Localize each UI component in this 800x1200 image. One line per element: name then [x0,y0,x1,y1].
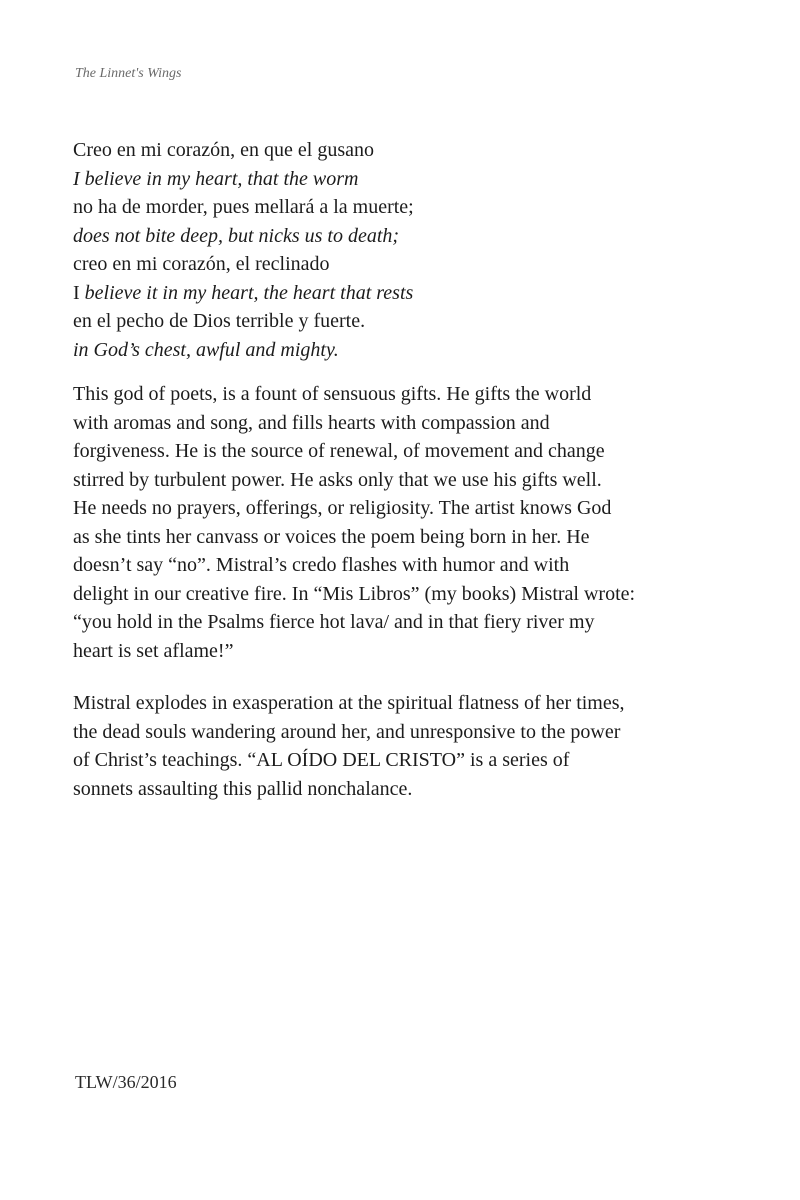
poem-line-english-text: believe it in my heart, the heart that rests [84,281,414,304]
paragraph-line: the dead souls wandering around her, and unresponsive to the power [73,720,621,743]
body-paragraph-1 [73,380,753,665]
poem-block [73,136,753,364]
paragraph-line: He needs no prayers, offerings, or religiosity. The artist knows God [73,497,612,519]
running-head-title: The Linnet's Wings [75,66,182,81]
paragraph-line: heart is set aflame!” [73,639,234,662]
poem-line-spanish: creo en mi corazón, el reclinado [73,253,330,275]
paragraph-line: forgiveness. He is the source of renewal, of movement and change [73,440,605,462]
page-footer-code: TLW/36/2016 [75,1072,177,1092]
paragraph-line: as she tints her canvass or voices the poem being born in her. He [73,525,590,548]
poem-line-spanish: Creo en mi corazón, en que el gusano [73,139,375,161]
body-paragraph-2 [73,689,753,803]
poem-line-spanish: en el pecho de Dios terrible y fuerte. [73,310,366,332]
poem-line-english: in God’s chest, awful and mighty. [73,338,339,361]
paragraph-line: of Christ’s teachings. “AL OÍDO DEL CRISTO” is a series of [73,749,570,771]
paragraph-line: doesn’t say “no”. Mistral’s credo flashes with humor and with [73,554,570,576]
paragraph-line: This god of poets, is a fount of sensuous gifts. He gifts the world [73,383,592,405]
paragraph-line: sonnets assaulting this pallid nonchalance. [73,777,413,800]
paragraph-line: “you hold in the Psalms fierce hot lava/ and in that fiery river my [73,611,595,633]
paragraph-line: Mistral explodes in exasperation at the spiritual flatness of her times, [73,692,625,714]
paragraph-line: stirred by turbulent power. He asks only that we use his gifts well. [73,468,602,491]
paragraph-line: with aromas and song, and fills hearts with compassion and [73,411,550,434]
paragraph-line: delight in our creative fire. In “Mis Libros” (my books) Mistral wrote: [73,582,636,605]
poem-line-spanish: no ha de morder, pues mellará a la muerte; [73,196,414,218]
poem-line-english: does not bite deep, but nicks us to death; [73,224,400,247]
poem-line-english: I believe in my heart, that the worm [73,167,359,190]
poem-line-english [73,279,753,308]
poem-line-prefix: I [73,281,85,304]
